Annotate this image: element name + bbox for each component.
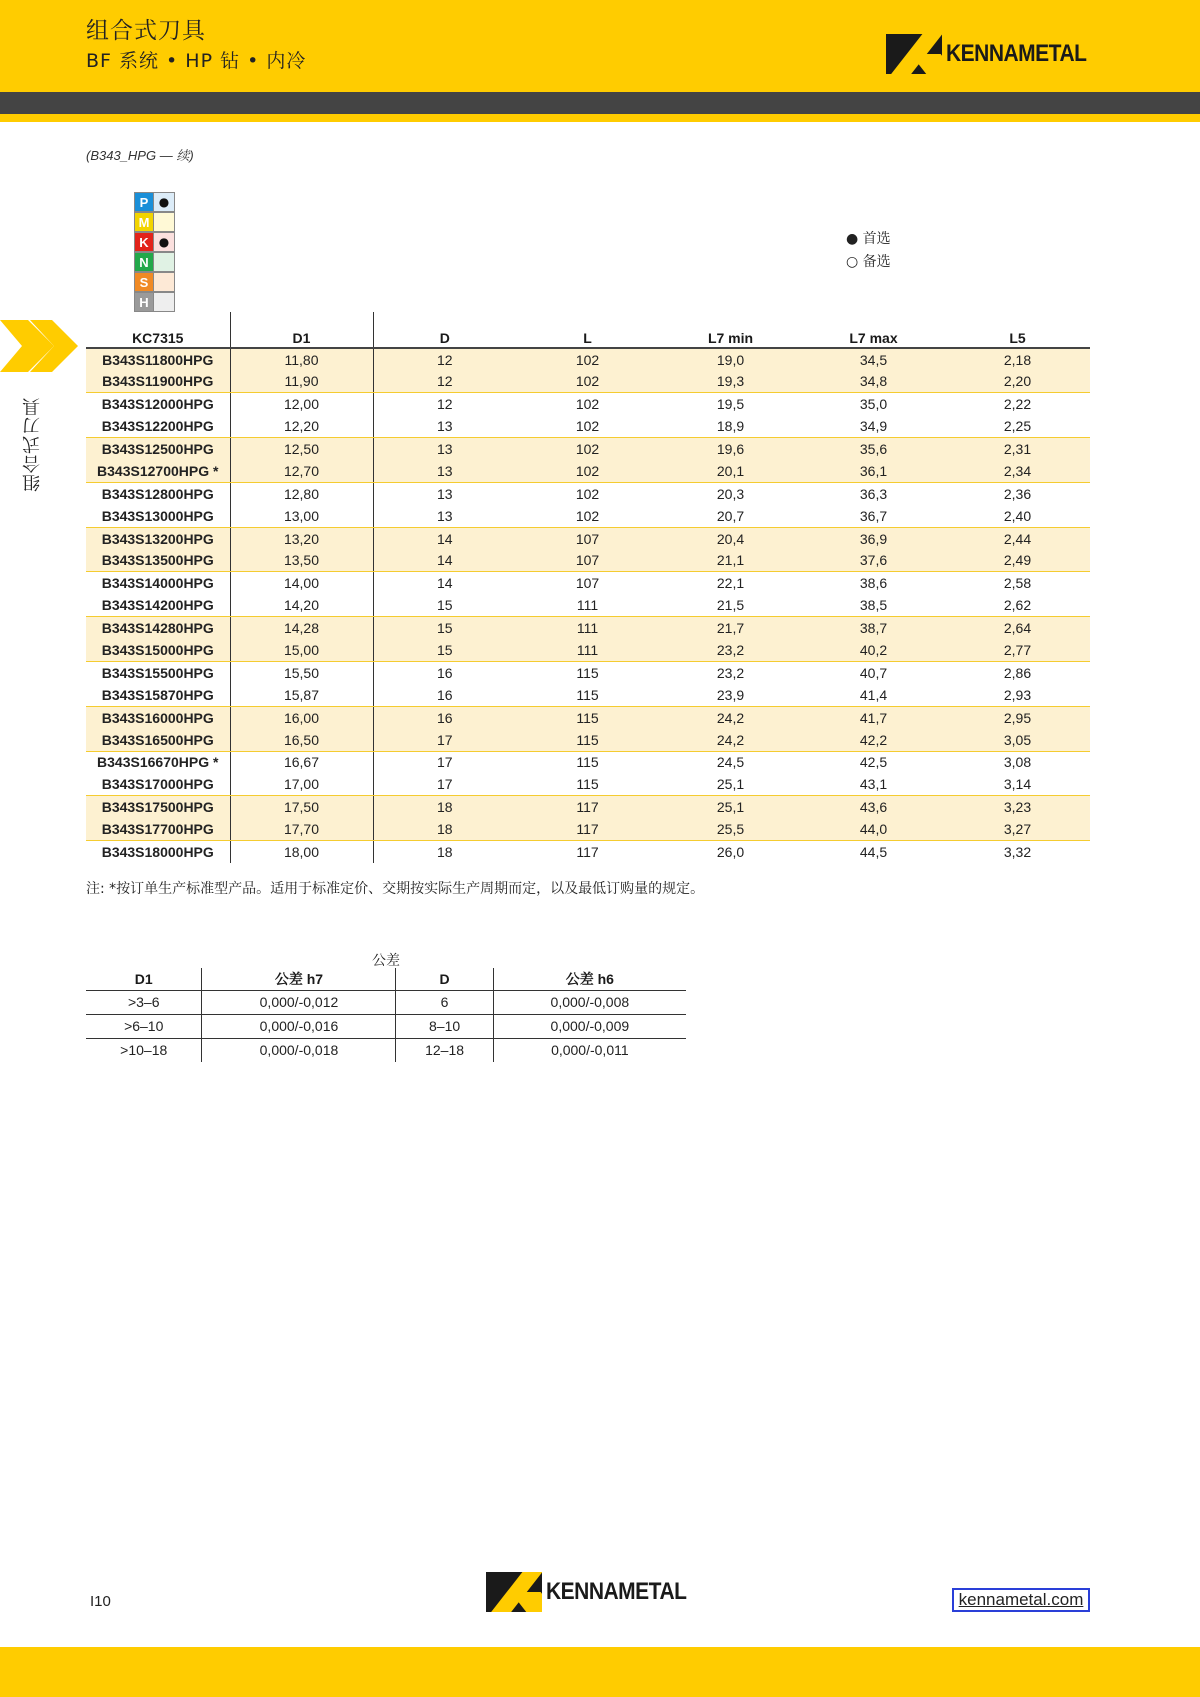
table-cell: 25,1	[659, 796, 802, 818]
table-cell: 21,5	[659, 594, 802, 616]
table-cell: 14,28	[230, 617, 373, 639]
table-cell: 14,20	[230, 594, 373, 616]
table-cell: 41,7	[802, 706, 945, 728]
table-cell: 111	[516, 594, 659, 616]
table-cell: 40,2	[802, 639, 945, 661]
catalog-number-cell: B343S15870HPG	[86, 684, 230, 706]
table-cell: 2,62	[945, 594, 1090, 616]
page-number: I10	[90, 1593, 111, 1610]
material-mark	[154, 252, 175, 272]
table-cell: 102	[516, 460, 659, 482]
table-cell: 102	[516, 348, 659, 370]
legend-alternative: ○ 备选	[846, 254, 891, 270]
table-cell: 36,3	[859, 485, 888, 502]
catalog-number-cell: B343S13500HPG	[86, 550, 230, 572]
table-cell: 38,6	[859, 575, 888, 592]
table-cell: 23,2	[716, 664, 745, 681]
table-cell: 3,32	[1003, 844, 1032, 861]
table-row	[86, 348, 1090, 370]
material-row-h	[134, 292, 176, 312]
catalog-number-cell: B343S12500HPG	[86, 438, 230, 460]
table-row	[86, 505, 1090, 527]
table-cell: 2,25	[945, 415, 1090, 437]
tolerance-cell: >6–10	[86, 1014, 202, 1038]
page-title: 组合式刀具	[86, 18, 206, 44]
tolerance-cell: >3–6	[86, 990, 202, 1014]
table-cell: 14,00	[230, 572, 373, 594]
table-cell: 38,7	[802, 617, 945, 639]
tolerance-caption: 公差	[372, 953, 400, 969]
table-cell: 19,0	[659, 348, 802, 370]
table-cell: 115	[516, 706, 659, 728]
table-row	[86, 482, 1090, 504]
table-cell: 18	[373, 796, 516, 818]
catalog-number-cell: B343S11900HPG	[86, 370, 230, 392]
table-cell: 23,2	[659, 639, 802, 661]
table-cell: 16	[373, 684, 516, 706]
table-cell: 2,86	[1003, 664, 1032, 681]
tolerance-column-header: D1	[86, 968, 202, 990]
table-cell: 17,00	[230, 773, 373, 795]
table-cell: 111	[516, 617, 659, 639]
table-cell: 12,70	[230, 460, 373, 482]
table-cell: 41,4	[802, 684, 945, 706]
table-cell: 2,93	[945, 684, 1090, 706]
tolerance-cell: 0,000/-0,016	[202, 1014, 396, 1038]
table-cell: 13	[373, 460, 516, 482]
material-letter: P	[134, 192, 154, 212]
material-mark	[154, 292, 175, 312]
table-row	[86, 661, 1090, 683]
table-cell: 19,3	[659, 370, 802, 392]
tolerance-row	[86, 1014, 686, 1038]
table-cell: 3,23	[945, 796, 1090, 818]
tolerance-table-header	[86, 968, 686, 990]
table-cell: 36,7	[802, 505, 945, 527]
table-cell: 17	[373, 773, 516, 795]
table-cell: 2,44	[945, 527, 1090, 549]
column-header: D	[373, 312, 516, 348]
tolerance-cell: 0,000/-0,011	[493, 1038, 686, 1062]
tolerance-column-header: D	[396, 968, 493, 990]
catalog-number-cell: B343S12700HPG *	[86, 460, 230, 482]
table-cell: 13	[373, 505, 516, 527]
table-cell: 102	[575, 396, 600, 413]
table-row	[86, 841, 1090, 863]
table-cell: 102	[516, 438, 659, 460]
catalog-number-cell: B343S16000HPG	[86, 706, 230, 728]
table-cell: 107	[575, 575, 600, 592]
catalog-number-cell: B343S15500HPG	[86, 661, 230, 683]
table-cell: 102	[575, 485, 600, 502]
table-cell: 13	[373, 438, 516, 460]
table-cell: 115	[516, 684, 659, 706]
catalog-number-cell: B343S14280HPG	[86, 617, 230, 639]
catalog-number-cell: B343S13200HPG	[86, 527, 230, 549]
table-row	[86, 796, 1090, 818]
table-cell: 2,77	[945, 639, 1090, 661]
column-header: KC7315	[86, 312, 230, 348]
catalog-number-cell: B343S14200HPG	[86, 594, 230, 616]
table-row	[86, 617, 1090, 639]
table-cell: 17,70	[230, 818, 373, 840]
legend-preferred: ● 首选	[846, 231, 891, 247]
section-chevron-icon	[0, 320, 80, 372]
table-cell: 20,1	[659, 460, 802, 482]
table-cell: 18,00	[230, 841, 373, 863]
material-letter: S	[134, 272, 154, 292]
table-cell: 12,00	[230, 393, 373, 415]
table-cell: 17	[436, 754, 453, 771]
table-cell: 18	[373, 818, 516, 840]
table-cell: 13	[373, 415, 516, 437]
table-cell: 42,2	[802, 729, 945, 751]
tolerance-table	[86, 968, 686, 1062]
table-cell: 18	[436, 844, 453, 861]
table-cell: 2,22	[1003, 396, 1032, 413]
table-row	[86, 773, 1090, 795]
table-cell: 2,20	[945, 370, 1090, 392]
catalog-number-cell: B343S17500HPG	[86, 796, 230, 818]
material-letter: H	[134, 292, 154, 312]
website-link[interactable]: kennametal.com	[952, 1588, 1090, 1612]
table-cell: 107	[516, 550, 659, 572]
catalog-number-cell: B343S16500HPG	[86, 729, 230, 751]
table-cell: 34,8	[802, 370, 945, 392]
table-cell: 2,18	[945, 348, 1090, 370]
tolerance-column-header: 公差 h6	[493, 968, 686, 990]
table-row	[86, 639, 1090, 661]
material-letter: K	[134, 232, 154, 252]
table-row	[86, 818, 1090, 840]
table-cell: 2,34	[945, 460, 1090, 482]
material-row-n	[134, 252, 176, 272]
header-accent-line	[0, 114, 1200, 122]
catalog-number-cell: B343S17700HPG	[86, 818, 230, 840]
footnote: 注: *按订单生产标准型产品。适用于标准定价、交期按实际生产周期而定，以及最低订购量的规定。	[86, 881, 705, 897]
table-cell: 13,00	[230, 505, 373, 527]
table-cell: 12	[373, 370, 516, 392]
tolerance-table-body	[86, 990, 686, 1062]
table-cell: 11,90	[230, 370, 373, 392]
table-cell: 3,27	[945, 818, 1090, 840]
tolerance-cell: 8–10	[396, 1014, 493, 1038]
table-cell: 115	[576, 754, 599, 771]
catalog-number-cell: B343S11800HPG	[86, 348, 230, 370]
catalog-number-cell: B343S12200HPG	[86, 415, 230, 437]
table-cell: 34,9	[802, 415, 945, 437]
table-cell: 3,05	[945, 729, 1090, 751]
material-letter: M	[134, 212, 154, 232]
table-cell: 117	[576, 844, 599, 861]
table-row	[86, 751, 1090, 773]
column-header: L7 max	[802, 312, 945, 348]
table-cell: 16	[436, 664, 453, 681]
table-cell: 115	[516, 773, 659, 795]
table-cell: 13,20	[230, 527, 373, 549]
table-cell: 2,64	[945, 617, 1090, 639]
table-cell: 44,5	[859, 844, 888, 861]
table-cell: 12	[436, 396, 453, 413]
table-cell: 20,3	[716, 485, 745, 502]
catalog-number-cell: B343S16670HPG *	[86, 751, 230, 773]
page-subtitle: BF 系统 • HP 钻 • 内冷	[86, 50, 307, 72]
table-cell: 11,80	[230, 348, 373, 370]
tolerance-column-header: 公差 h7	[202, 968, 396, 990]
table-cell: 12,80	[230, 482, 373, 504]
table-row	[86, 370, 1090, 392]
table-row	[86, 572, 1090, 594]
table-row	[86, 460, 1090, 482]
table-cell: 18,9	[659, 415, 802, 437]
tolerance-cell: 0,000/-0,009	[493, 1014, 686, 1038]
table-cell: 115	[576, 664, 599, 681]
product-table	[86, 312, 1090, 863]
tolerance-row	[86, 1038, 686, 1062]
material-row-k	[134, 232, 176, 252]
material-row-m	[134, 212, 176, 232]
table-cell: 24,2	[659, 729, 802, 751]
table-cell: 24,5	[716, 754, 745, 771]
table-cell: 16	[373, 706, 516, 728]
kennametal-logo-footer[interactable]	[486, 1572, 686, 1612]
column-header: L5	[945, 312, 1090, 348]
table-cell: 25,1	[659, 773, 802, 795]
table-cell: 36,1	[802, 460, 945, 482]
logo-wordmark: KENNAMETAL	[546, 1578, 687, 1605]
material-mark	[154, 272, 175, 292]
table-row	[86, 684, 1090, 706]
table-row	[86, 415, 1090, 437]
table-row	[86, 729, 1090, 751]
table-cell: 15,87	[230, 684, 373, 706]
table-cell: 34,5	[802, 348, 945, 370]
table-cell: 37,6	[802, 550, 945, 572]
table-cell: 17	[373, 729, 516, 751]
material-mark: ●	[154, 192, 175, 212]
column-header: D1	[230, 312, 373, 348]
table-cell: 26,0	[716, 844, 745, 861]
logo-wordmark: KENNAMETAL	[946, 40, 1087, 67]
kennametal-logo-header[interactable]	[886, 34, 1086, 74]
table-cell: 2,58	[1003, 575, 1032, 592]
table-cell: 21,7	[659, 617, 802, 639]
table-cell: 102	[516, 415, 659, 437]
table-cell: 13	[436, 485, 453, 502]
table-cell: 3,08	[1003, 754, 1032, 771]
table-cell: 14	[373, 527, 516, 549]
tolerance-row	[86, 990, 686, 1014]
table-cell: 2,49	[945, 550, 1090, 572]
table-cell: 36,9	[802, 527, 945, 549]
table-cell: 35,0	[859, 396, 888, 413]
table-cell: 14	[373, 550, 516, 572]
table-cell: 43,6	[802, 796, 945, 818]
catalog-number-cell: B343S14000HPG	[86, 572, 230, 594]
table-cell: 19,5	[716, 396, 745, 413]
tolerance-cell: >10–18	[120, 1042, 168, 1059]
table-cell: 2,95	[945, 706, 1090, 728]
catalog-number-cell: B343S18000HPG	[86, 841, 230, 863]
table-cell: 2,40	[945, 505, 1090, 527]
table-row	[86, 594, 1090, 616]
table-cell: 117	[516, 796, 659, 818]
table-cell: 15,50	[230, 661, 373, 683]
table-cell: 16,67	[230, 751, 373, 773]
catalog-number-cell: B343S12000HPG	[86, 393, 230, 415]
table-cell: 15	[373, 617, 516, 639]
header-divider-bar	[0, 92, 1200, 114]
table-cell: 22,1	[716, 575, 745, 592]
table-cell: 3,14	[945, 773, 1090, 795]
table-cell: 2,36	[1003, 485, 1032, 502]
table-row	[86, 706, 1090, 728]
table-cell: 19,6	[659, 438, 802, 460]
tolerance-cell: 6	[396, 990, 493, 1014]
table-cell: 20,4	[659, 527, 802, 549]
table-cell: 12	[373, 348, 516, 370]
table-cell: 2,31	[945, 438, 1090, 460]
catalog-number-cell: B343S12800HPG	[86, 482, 230, 504]
catalog-number-cell: B343S15000HPG	[86, 639, 230, 661]
catalog-number-cell: B343S13000HPG	[86, 505, 230, 527]
kennametal-k-icon	[486, 1572, 542, 1612]
catalog-number-cell: B343S17000HPG	[86, 773, 230, 795]
table-cell: 117	[516, 818, 659, 840]
side-section-label: 组合式刀具	[22, 397, 43, 493]
table-row	[86, 527, 1090, 549]
table-row	[86, 438, 1090, 460]
material-mark: ●	[154, 232, 175, 252]
table-cell: 14	[436, 575, 453, 592]
material-application-grid	[134, 192, 176, 312]
footer-band	[0, 1647, 1200, 1697]
table-cell: 102	[516, 505, 659, 527]
table-cell: 40,7	[859, 664, 888, 681]
table-cell: 15	[373, 594, 516, 616]
table-cell: 111	[516, 639, 659, 661]
column-header: L	[516, 312, 659, 348]
table-cell: 16,50	[230, 729, 373, 751]
table-row	[86, 550, 1090, 572]
table-cell: 15,00	[230, 639, 373, 661]
tolerance-cell: 12–18	[396, 1038, 493, 1062]
table-cell: 21,1	[659, 550, 802, 572]
table-cell: 16,00	[230, 706, 373, 728]
table-cell: 38,5	[802, 594, 945, 616]
material-row-s	[134, 272, 176, 292]
table-row	[86, 393, 1090, 415]
table-cell: 15	[373, 639, 516, 661]
table-cell: 12,20	[230, 415, 373, 437]
kennametal-k-icon	[886, 34, 942, 74]
table-cell: 44,0	[802, 818, 945, 840]
product-table-header	[86, 312, 1090, 348]
continued-label: (B343_HPG — 续)	[86, 148, 194, 163]
table-cell: 17,50	[230, 796, 373, 818]
tolerance-cell: 0,000/-0,012	[202, 990, 396, 1014]
table-cell: 102	[516, 370, 659, 392]
table-cell: 13,50	[230, 550, 373, 572]
table-cell: 20,7	[659, 505, 802, 527]
table-cell: 24,2	[659, 706, 802, 728]
product-table-body	[86, 348, 1090, 863]
material-letter: N	[134, 252, 154, 272]
table-cell: 42,5	[859, 754, 888, 771]
table-cell: 25,5	[659, 818, 802, 840]
material-row-p	[134, 192, 176, 212]
table-cell: 12,50	[230, 438, 373, 460]
table-cell: 23,9	[659, 684, 802, 706]
table-cell: 115	[516, 729, 659, 751]
column-header: L7 min	[659, 312, 802, 348]
tolerance-cell: 0,000/-0,008	[493, 990, 686, 1014]
material-mark	[154, 212, 175, 232]
table-cell: 35,6	[802, 438, 945, 460]
legend	[846, 228, 891, 274]
table-cell: 107	[516, 527, 659, 549]
table-cell: 43,1	[802, 773, 945, 795]
tolerance-cell: 0,000/-0,018	[202, 1038, 396, 1062]
